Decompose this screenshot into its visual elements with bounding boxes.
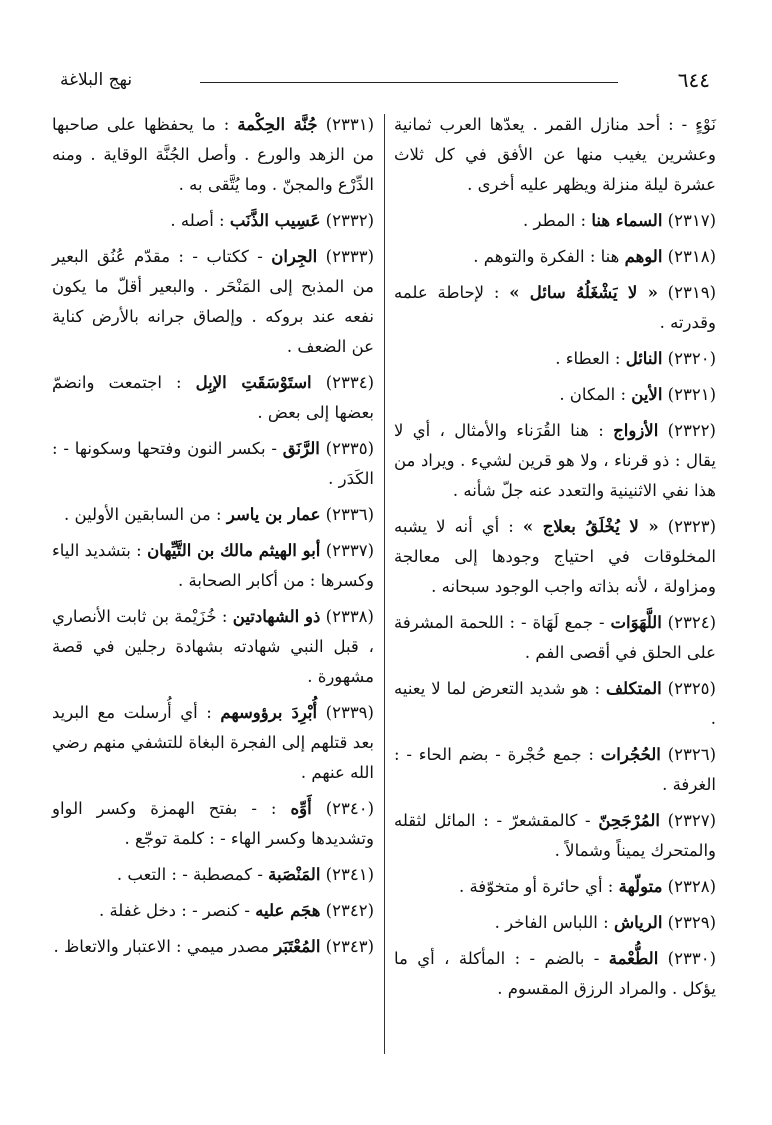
entry-definition: - ككتاب - : مقدّم عُنُق البعير من المذبح إلى المَنْحَر . والبعير أقلّ ما يكون نفعه عند بروكه . وإلصاق جرانه بالأرض كناية عن الضعف . xyxy=(52,247,374,356)
left-column xyxy=(52,110,374,968)
entry-number: (٢٣٣١) xyxy=(325,115,375,134)
entry-definition: : المكان . xyxy=(559,385,627,404)
gloss-entry xyxy=(394,806,716,866)
entry-term: الجِران xyxy=(271,247,318,266)
entry-definition: : ما يحفظها على صاحبها من الزهد والورع . وأصل الجُنَّة الوقاية . ومنه الدِّرْع والمجنّ . وما يُتَّقى به . xyxy=(52,115,374,194)
entry-term: الرياش xyxy=(613,913,663,932)
entry-term: « لا يَشْغَلُهُ سائل » xyxy=(509,283,658,302)
entry-term: أَوِّه xyxy=(290,799,312,818)
entry-number: (٢٣٢١) xyxy=(667,385,716,404)
entry-term: عمار بن ياسر xyxy=(226,505,321,524)
entry-definition: : أي أُرسلت مع البريد بعد قتلهم إلى الفجرة البغاة للتشفي منهم رضي الله عنهم . xyxy=(52,703,374,782)
entry-definition: - كمصطبة - : التعب . xyxy=(116,865,263,884)
book-title: نهج البلاغة xyxy=(60,70,133,90)
entry-term: المَنْصَبة xyxy=(268,865,321,884)
right-column xyxy=(394,110,716,1010)
entry-term: الأزواج xyxy=(613,421,659,440)
entry-definition: - بكسر النون وفتحها وسكونها - : الكَدَر . xyxy=(52,439,374,488)
gloss-entry xyxy=(394,278,716,338)
gloss-entry xyxy=(394,512,716,602)
gloss-entry xyxy=(52,536,374,596)
entry-term: ذو الشهادتين xyxy=(232,607,321,626)
entry-number: (٢٣٢٣) xyxy=(667,517,717,536)
entry-term: المُعْتَبَر xyxy=(274,937,321,956)
entry-definition: : المطر . xyxy=(522,211,587,230)
gloss-entry xyxy=(52,860,374,890)
gloss-entry xyxy=(394,608,716,668)
column-divider xyxy=(384,114,385,1054)
entry-definition: : خُزَيْمة بن ثابت الأنصاري ، قبل النبي شهادته بشهادة رجلين في قصة مشهورة . xyxy=(52,607,374,686)
gloss-entry xyxy=(394,242,716,272)
entry-number: (٢٣٣٦) xyxy=(325,505,374,524)
entry-definition: : لإحاطة علمه وقدرته . xyxy=(394,283,716,332)
entry-term: الطُّعْمة xyxy=(608,949,659,968)
gloss-entry xyxy=(52,896,374,926)
entry-number: (٢٣١٩) xyxy=(667,283,716,302)
gloss-entry xyxy=(394,872,716,902)
entry-definition: : - بفتح الهمزة وكسر الواو وتشديدها وكسر الهاء - : كلمة توجّع . xyxy=(52,799,374,848)
entry-definition: : من السابقين الأولين . xyxy=(64,505,222,524)
entry-term: متولّهة xyxy=(618,877,663,896)
gloss-entry xyxy=(394,674,716,734)
entry-number: (٢٣٤٠) xyxy=(325,799,375,818)
entry-term: الحُجُرات xyxy=(600,745,661,764)
entry-term: أُبْرِدَ برؤوسهم xyxy=(220,703,318,722)
header-rule xyxy=(200,82,618,83)
entry-term: عَسِيب الذَّنَب xyxy=(229,211,321,230)
gloss-entry xyxy=(394,344,716,374)
entry-definition: - كنصر - : دخل غفلة . xyxy=(98,901,250,920)
entry-number: (٢٣١٨) xyxy=(667,247,716,266)
entry-term: المتكلف xyxy=(605,679,662,698)
entry-number: (٢٣٣٥) xyxy=(325,439,374,458)
entry-term: استَوْسَقَتِ الإبِل xyxy=(195,373,312,392)
entry-number: (٢٣٣٨) xyxy=(325,607,374,626)
entry-number: (٢٣٣٢) xyxy=(325,211,374,230)
entry-term: هجَم عليه xyxy=(255,901,321,920)
gloss-entry xyxy=(52,242,374,362)
gloss-entry xyxy=(394,416,716,506)
gloss-entry xyxy=(52,602,374,692)
entry-term: السماء هنا xyxy=(591,211,663,230)
entry-definition: : اللباس الفاخر . xyxy=(494,913,609,932)
entry-number: (٢٣٣٣) xyxy=(325,247,374,266)
entry-term: الرَّنَق xyxy=(282,439,320,458)
entry-number: (٢٣٢٤) xyxy=(667,613,716,632)
entry-term: « لا يُخْلَقُ بعلاج » xyxy=(522,517,659,536)
gloss-entry xyxy=(52,368,374,428)
entry-term: اللَّهَوَات xyxy=(610,613,662,632)
gloss-entry xyxy=(52,932,374,962)
entry-definition: : جمع حُجْرة - بضم الحاء - : الغرفة . xyxy=(394,745,716,794)
gloss-entry xyxy=(394,740,716,800)
gloss-entry xyxy=(394,110,716,200)
entry-number: (٢٣٢٦) xyxy=(667,745,717,764)
entry-number: (٢٣٢٥) xyxy=(667,679,716,698)
entry-definition: : أي أنه لا يشبه المخلوقات في احتياج وجودها إلى معالجة ومزاولة ، لأنه بذاته واجب الوجود سبحانه . xyxy=(394,517,716,596)
page-number: ٦٤٤ xyxy=(677,68,710,92)
entry-number: (٢٣٢٠) xyxy=(667,349,716,368)
gloss-entry xyxy=(394,908,716,938)
entry-number: (٢٣٣٩) xyxy=(325,703,374,722)
entry-number: (٢٣٤٣) xyxy=(325,937,374,956)
entry-definition: نَوْءٍ - : أحد منازل القمر . يعدّها العرب ثمانية وعشرين يغيب منها عن الأفق في كل ثلاث عشرة ليلة منزلة ويظهر عليه أخرى . xyxy=(394,115,716,194)
gloss-entry xyxy=(52,206,374,236)
gloss-entry xyxy=(52,698,374,788)
entry-number: (٢٣٢٧) xyxy=(667,811,716,830)
entry-number: (٢٣٣٠) xyxy=(667,949,716,968)
entry-number: (٢٣٢٨) xyxy=(667,877,716,896)
gloss-entry xyxy=(52,500,374,530)
entry-definition: - جمع لَهَاة - : اللحمة المشرفة على الحلق في أقصى الفم . xyxy=(394,613,716,662)
entry-definition: - كالمقشعرّ - : المائل لثقله والمتحرك يميناً وشمالاً . xyxy=(394,811,716,860)
page-header xyxy=(60,68,710,96)
entry-term: المُرْجَحِنّ xyxy=(598,811,660,830)
entry-definition: هنا : الفكرة والتوهم . xyxy=(473,247,620,266)
entry-definition: : هو شديد التعرض لما لا يعنيه . xyxy=(394,679,716,728)
entry-term: الأين xyxy=(631,385,663,404)
gloss-entry xyxy=(394,206,716,236)
entry-number: (٢٣٣٧) xyxy=(325,541,375,560)
entry-definition: : أي حائرة أو متخوّفة . xyxy=(458,877,614,896)
entry-definition: : بتشديد الياء وكسرها : من أكابر الصحابة . xyxy=(52,541,374,590)
entry-definition: : هنا القُرَناء والأمثال ، أي لا يقال : ذو قرناء ، ولا هو قرين لشيء . ويراد من هذا نفي الاثنينية والتعدد عنه جلّ شأنه . xyxy=(394,421,716,500)
entry-definition: : العطاء . xyxy=(555,349,621,368)
entry-term: أبو الهيثم مالك بن التَّيِّهان xyxy=(147,541,321,560)
entry-term: الوهم xyxy=(624,247,663,266)
entry-definition: : اجتمعت وانضمّ بعضها إلى بعض . xyxy=(52,373,374,422)
entry-definition: : أصله . xyxy=(170,211,225,230)
entry-term: النائل xyxy=(625,349,663,368)
entry-number: (٢٣٤٢) xyxy=(325,901,374,920)
gloss-entry xyxy=(52,434,374,494)
entry-number: (٢٣٤١) xyxy=(325,865,374,884)
entry-number: (٢٣٢٩) xyxy=(667,913,716,932)
entry-definition: مصدر ميمي : الاعتبار والاتعاظ . xyxy=(53,937,269,956)
entry-number: (٢٣٣٤) xyxy=(325,373,375,392)
entry-term: جُنَّة الحِكْمة xyxy=(237,115,318,134)
entry-number: (٢٣٢٢) xyxy=(667,421,716,440)
entry-number: (٢٣١٧) xyxy=(667,211,716,230)
entry-definition: - بالضم - : المأكلة ، أي ما يؤكل . والمراد الرزق المقسوم . xyxy=(394,949,716,998)
gloss-entry xyxy=(394,944,716,1004)
gloss-entry xyxy=(394,380,716,410)
gloss-entry xyxy=(52,794,374,854)
gloss-entry xyxy=(52,110,374,200)
